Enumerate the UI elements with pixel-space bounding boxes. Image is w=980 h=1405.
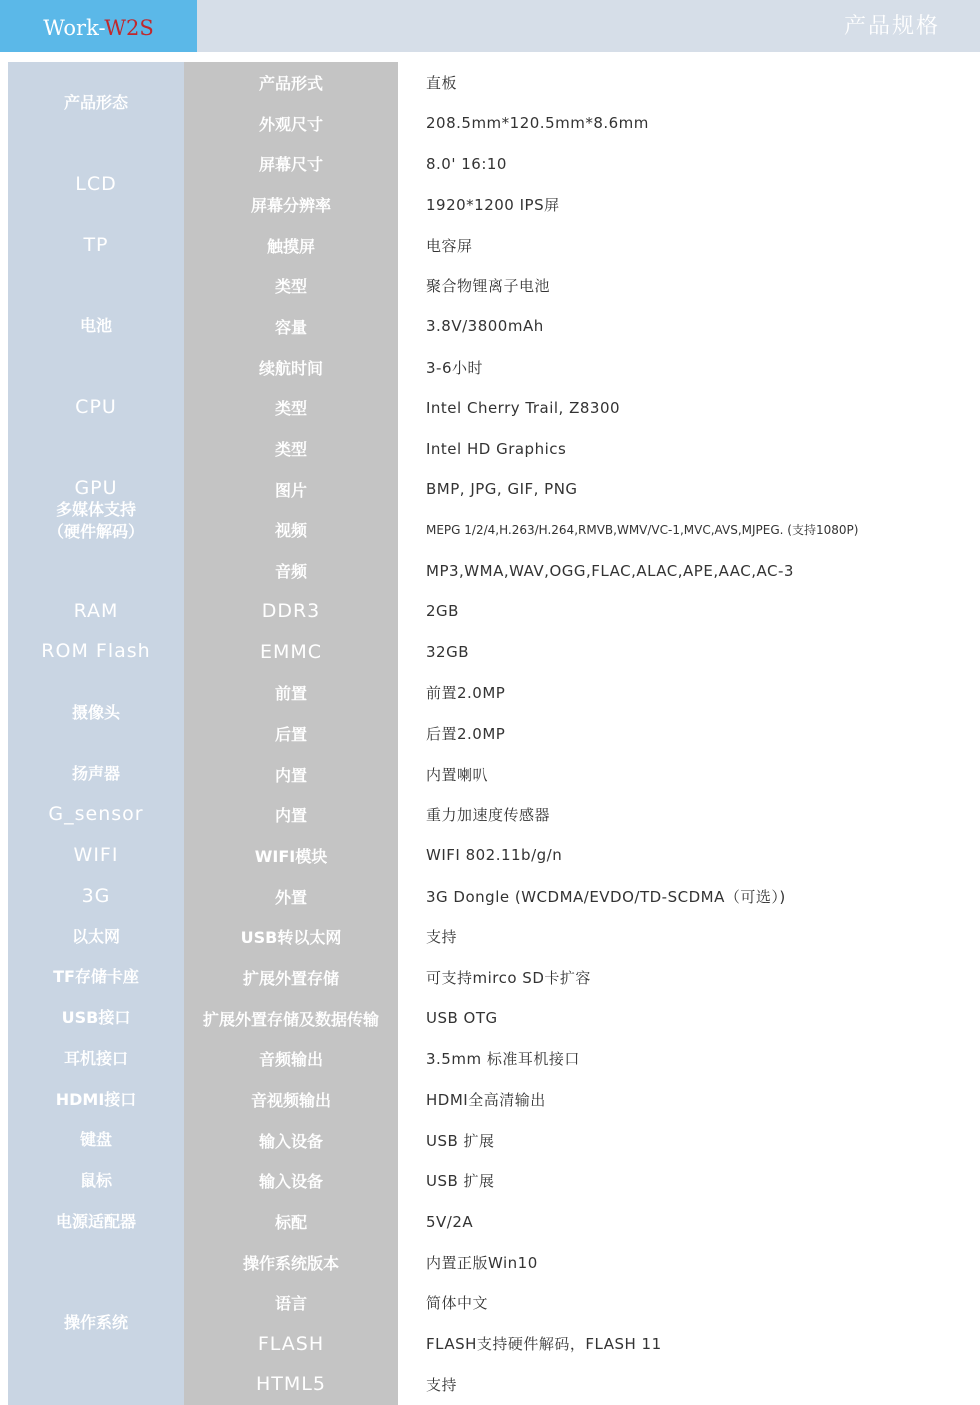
category-label: LCD [75,172,117,195]
spec-value: 后置2.0MP [398,713,972,754]
category-earphone: 耳机接口 [8,1039,184,1080]
spec-value: WIFI 802.11b/g/n [398,835,972,876]
subcategory-label: 产品形式 [184,62,398,103]
category-gsensor [8,794,184,835]
subcategory-text: EMMC [259,640,323,663]
category-label: GPU [74,476,118,499]
category-adapter: 电源适配器 [8,1201,184,1242]
subcategory-label: 操作系统版本 [184,1242,398,1283]
spec-value: 3.5mm 标准耳机接口 [398,1039,972,1080]
subcategory-label [184,1323,398,1364]
table-row [8,388,972,429]
table-row [8,632,972,673]
table-row [8,143,972,184]
category-wifi [8,835,184,876]
table-row [8,1039,972,1080]
spec-value: USB 扩展 [398,1161,972,1202]
category-battery: 电池 [8,265,184,387]
category-label: 3G [81,884,111,907]
spec-value: 5V/2A [398,1201,972,1242]
subcategory-label: 类型 [184,428,398,469]
category-os: 操作系统 [8,1242,184,1405]
subcategory-label: 续航时间 [184,347,398,388]
subcategory-label: 音频 [184,550,398,591]
subcategory-text: FLASH [257,1332,325,1355]
subcategory-label: 音频输出 [184,1039,398,1080]
spec-value: 2GB [398,591,972,632]
spec-value: 直板 [398,62,972,103]
category-label: CPU [75,396,117,419]
subcategory-text: DDR3 [261,600,321,623]
subcategory-label: 输入设备 [184,1161,398,1202]
subcategory-label [184,591,398,632]
spec-value: 3-6小时 [398,347,972,388]
spec-value: 8.0' 16:10 [398,143,972,184]
category-speaker: 扬声器 [8,754,184,795]
spec-value: USB OTG [398,998,972,1039]
spec-value: 可支持mirco SD卡扩容 [398,957,972,998]
subcategory-label: 扩展外置存储 [184,957,398,998]
category-lcd [8,143,184,224]
category-label-line2: 多媒体支持 [55,499,136,519]
subcategory-label: 外置 [184,876,398,917]
category-label: TP [83,233,109,256]
category-tf: TF存储卡座 [8,957,184,998]
table-row [8,428,972,469]
subcategory-label: 内置 [184,794,398,835]
subcategory-label: 容量 [184,306,398,347]
table-row [8,1201,972,1242]
spec-value: 电容屏 [398,225,972,266]
category-rom [8,632,184,673]
spec-value: 聚合物锂离子电池 [398,265,972,306]
spec-value: MP3,WMA,WAV,OGG,FLAC,ALAC,APE,AAC,AC-3 [398,550,972,591]
subcategory-label: 扩展外置存储及数据传输 [184,998,398,1039]
category-mouse: 鼠标 [8,1161,184,1202]
spec-value: Intel HD Graphics [398,428,972,469]
spec-value: 简体中文 [398,1283,972,1324]
brand-model: W2S [104,16,154,40]
category-3g [8,876,184,917]
subcategory-label: 音视频输出 [184,1079,398,1120]
subcategory-label [184,1364,398,1405]
subcategory-label: WIFI模块 [184,835,398,876]
spec-value: 3.8V/3800mAh [398,306,972,347]
category-gpu [8,428,184,591]
subcategory-label: 视频 [184,510,398,551]
table-row [8,876,972,917]
subcategory-label: 图片 [184,469,398,510]
spec-value: 32GB [398,632,972,673]
spec-value: 内置正版Win10 [398,1242,972,1283]
spec-value: 3G Dongle (WCDMA/EVDO/TD-SCDMA（可选）) [398,876,972,917]
spec-value: 208.5mm*120.5mm*8.6mm [398,103,972,144]
category-label-line3: （硬件解码） [47,521,144,541]
subcategory-label: 语言 [184,1283,398,1324]
subcategory-label: 标配 [184,1201,398,1242]
spec-value: Intel Cherry Trail, Z8300 [398,388,972,429]
table-row [8,794,972,835]
category-label: ROM Flash [41,640,151,663]
category-hdmi: HDMI接口 [8,1079,184,1120]
subcategory-label: 类型 [184,388,398,429]
spec-value: 内置喇叭 [398,754,972,795]
table-row [8,1120,972,1161]
table-row [8,672,972,713]
subcategory-label: 屏幕分辨率 [184,184,398,225]
subcategory-label: 输入设备 [184,1120,398,1161]
subcategory-label: 触摸屏 [184,225,398,266]
table-row [8,1242,972,1283]
spec-value: MEPG 1/2/4,H.263/H.264,RMVB,WMV/VC-1,MVC,AVS,MJPEG. (支持1080P) [398,510,972,551]
table-row [8,62,972,103]
table-row [8,916,972,957]
category-form: 产品形态 [8,62,184,143]
spec-value: BMP, JPG, GIF, PNG [398,469,972,510]
subcategory-text: HTML5 [256,1373,326,1396]
page-title: 产品规格 [843,14,940,39]
table-row [8,835,972,876]
spec-value: USB 扩展 [398,1120,972,1161]
subcategory-label: 屏幕尺寸 [184,143,398,184]
category-label: G_sensor [48,803,144,826]
table-row [8,1079,972,1120]
category-tp [8,225,184,266]
subcategory-label: USB转以太网 [184,916,398,957]
category-ram [8,591,184,632]
spec-value: FLASH支持硬件解码，FLASH 11 [398,1323,972,1364]
table-row [8,225,972,266]
spec-value: 1920*1200 IPS屏 [398,184,972,225]
spec-value: 支持 [398,1364,972,1405]
subcategory-label [184,632,398,673]
category-usb: USB接口 [8,998,184,1039]
page-header [0,0,980,52]
category-label: RAM [73,599,119,622]
spec-value: 支持 [398,916,972,957]
table-row [8,754,972,795]
spec-value: 前置2.0MP [398,672,972,713]
table-row [8,957,972,998]
subcategory-label: 内置 [184,754,398,795]
subcategory-label: 前置 [184,672,398,713]
subcategory-label: 外观尺寸 [184,103,398,144]
subcategory-label: 类型 [184,265,398,306]
table-row [8,591,972,632]
table-row [8,1161,972,1202]
spec-table [8,62,972,1405]
table-row [8,998,972,1039]
category-ethernet: 以太网 [8,916,184,957]
spec-value: HDMI全高清输出 [398,1079,972,1120]
category-camera: 摄像头 [8,672,184,753]
brand-logo [0,0,197,52]
category-keyboard: 键盘 [8,1120,184,1161]
spec-value: 重力加速度传感器 [398,794,972,835]
brand-prefix: Work- [43,16,105,40]
table-row [8,265,972,306]
category-cpu [8,388,184,429]
subcategory-label: 后置 [184,713,398,754]
category-label: WIFI [73,843,119,866]
